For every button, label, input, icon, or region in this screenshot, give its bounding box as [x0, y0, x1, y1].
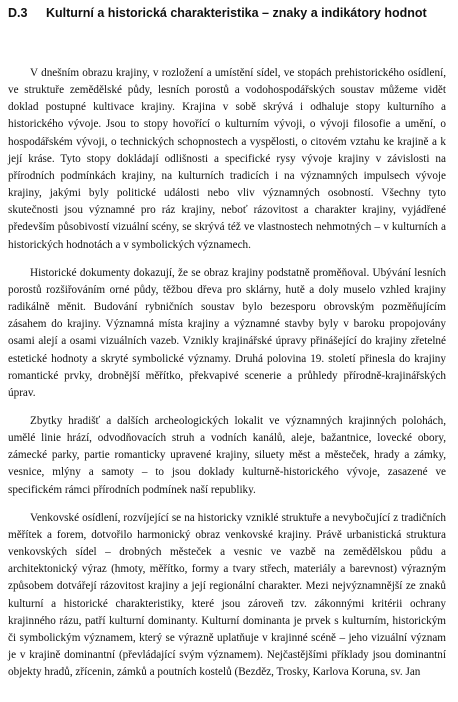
paragraph-2: Historické dokumenty dokazují, že se obraz krajiny podstatně proměňoval. Ubývání lesních porostů rozšiřováním orné půdy, těžbou dřeva pro sklárny, hutě a doly muselo vzhled krajiny radikálně měnit. Budování rybničních soustav bylo bezesporu obrovským pozměňujícím zásahem do krajiny. Významná místa krajiny a významné stavby byly v baroku propojovány osami alejí a osami vizuálních vazeb. Vznikly krajinářské úpravy přinášející do krajiny zřetelné estetické hodnoty a skryté symbolické významy. Druhá polovina 19. století přinesla do krajiny romantické prvky, drobnější měřítko, překvapivé scenerie a průhledy přírodně-krajinářských úprav.	[8, 266, 446, 399]
section-title: Kulturní a historická charakteristika – znaky a indikátory hodnot	[46, 6, 427, 20]
paragraph-1: V dnešním obrazu krajiny, v rozložení a umístění sídel, ve stopách prehistorického osídlení, ve struktuře zemědělské půdy, lesních porostů a vodohospodářských soustav můžeme vidět doklad postupné kultivace krajiny. Krajina v sobě skrývá i odhaluje stopy kulturního a historického vývoje. Jsou to stopy hovořící o kulturním vývoji, o vývoji filosofie a umění, o hospodářském vývoji, o technických schopnostech a vyspělosti, o citovém vztahu ke krajině a k její kráse. Tyto stopy dokládají odlišnosti a specifické rysy vývoje krajiny v závislosti na přírodních podmínkách krajiny, na kulturních tradicích i na významných impulsech vývoje krajiny, jakými byly politické události nebo vliv významných osobností. Všechny tyto skutečnosti jsou významné pro ráz krajiny, neboť rázovitost a charakter krajiny, vyjádřené především působivostí vizuální scény, se skrývá též ve vlastnostech nehmotných – v kulturních a historických hodnotách a v symbolických významech.	[8, 67, 446, 251]
section-body	[8, 65, 446, 681]
section-number: D.3	[8, 6, 28, 20]
section-heading	[8, 5, 448, 22]
paragraph-3: Zbytky hradišť a dalších archeologických lokalit ve významných krajinných polohách, umělé linie hrází, odvodňovacích struh a vodních kanálů, aleje, bažantnice, lovecké obory, zámecké parky, partie romanticky upravené krajiny, siluety měst a městeček, hrady a zámky, vesnice, mlýny a samoty – to jsou doklady kulturně-historického vývoje, zasazené ve specifickém rámci přírodních podmínek naší republiky.	[8, 414, 446, 496]
paragraph-4: Venkovské osídlení, rozvíjející se na historicky vzniklé struktuře a nevybočující z tradičních měřítek a forem, dotvořilo harmonický obraz venkovské krajiny. Právě urbanistická struktura venkovských sídel – drobných městeček a vesnic ve vazbě na zemědělskou půdu a architektonický výraz (hmoty, měřítko, formy a tvary střech, materiály a barevnost) výrazným způsobem dotvářejí rázovitost krajiny a její regionální charakter. Mezi nejvýznamnější ze znaků kulturní a historické charakteristiky, které jsou zároveň tzv. zákonnými kritérii ochrany krajinného rázu, patří kulturní dominanty. Kulturní dominanta je prvek s kulturním, historickým či symbolickým významem, který se výrazně uplatňuje v krajinné scéně – jeho vizuální význam je v krajině dominantní (převládající svým významem). Nejčastějšími příklady jsou dominantní objekty hradů, zřícenin, zámků a poutních kostelů (Bezděz, Trosky, Karlova Koruna, sv. Jan	[8, 511, 446, 679]
